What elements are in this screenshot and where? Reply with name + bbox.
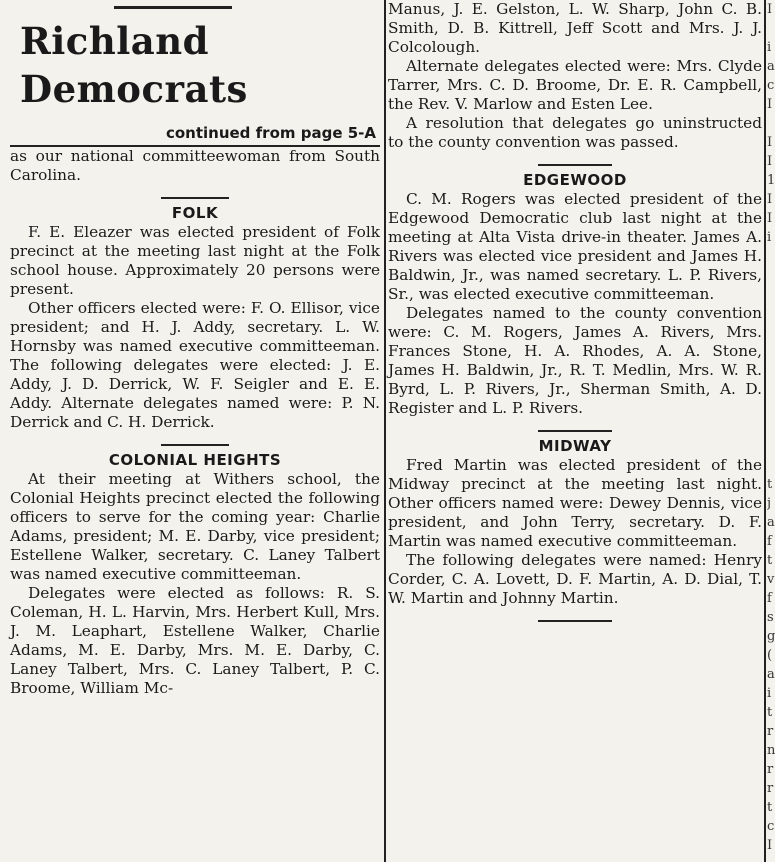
adjacent-column-letter: g: [767, 629, 775, 644]
headline: [20, 17, 380, 113]
adjacent-column-letter: [767, 399, 775, 418]
adjacent-column-letter: [767, 323, 775, 342]
middle-column: [388, 0, 762, 626]
adjacent-column-letter: n: [767, 743, 775, 758]
adjacent-column-letter: r: [767, 762, 774, 777]
adjacent-column-letter: f: [767, 534, 772, 549]
column-divider: [384, 0, 386, 862]
adjacent-column-letter: [767, 380, 775, 399]
adjacent-column-letter: v: [767, 572, 775, 587]
colonial-heights-paragraph-2: Delegates were elected as follows: R. S. Coleman, H. L. Harvin, Mrs. Herbert Kull, Mrs. J. M. Leaphart, Estellene Walker, Charlie Adams, M. E. Darby, Mrs. M. E. Darby, C. Laney Talbert, Mrs. C. Laney Talbert, P. C. Broome, William Mc-: [10, 584, 380, 697]
section-divider: [538, 430, 612, 432]
edgewood-paragraph-2: Delegates named to the county convention were: C. M. Rogers, James A. Rivers, Mrs. Frances Stone, H. A. Rhodes, A. A. Stone, James H. Baldwin, Jr., R. T. Medlin, Mrs. W. R. Byrd, L. P. Rivers, Jr., Sherman Smith, A. D. Register and L. P. Rivers.: [388, 304, 762, 417]
adjacent-column-letter: t: [767, 800, 773, 815]
adjacent-column-letter: I: [767, 154, 773, 169]
adjacent-column-letter: I: [767, 192, 773, 207]
adjacent-column-letter: [767, 114, 775, 133]
adjacent-column-letter: r: [767, 781, 774, 796]
adjacent-column-letter: [767, 19, 775, 38]
top-rule: [114, 6, 232, 9]
adjacent-column-letter: I: [767, 838, 773, 853]
adjacent-column-letter: f: [767, 591, 772, 606]
adjacent-column-letter: I: [767, 135, 773, 150]
adjacent-column-letter: t: [767, 705, 773, 720]
continued-note: continued from page 5-A: [165, 124, 376, 142]
adjacent-column-letter: i: [767, 230, 772, 245]
adjacent-column-letter: [767, 361, 775, 380]
adjacent-column-letter: [767, 437, 775, 456]
adjacent-column-letter: [767, 342, 775, 361]
section-divider: [538, 620, 612, 622]
adjacent-column-letter: I: [767, 2, 773, 17]
adjacent-column-letter: t: [767, 553, 773, 568]
section-title-colonial-heights: COLONIAL HEIGHTS: [108, 451, 282, 469]
adjacent-column-letter: i: [767, 686, 772, 701]
adjacent-column-fragment: [767, 0, 775, 862]
adjacent-column-letter: c: [767, 819, 775, 834]
adjacent-column-letter: a: [767, 515, 775, 530]
adjacent-column-letter: j: [767, 496, 772, 511]
adjacent-column-letter: [767, 285, 775, 304]
adjacent-column-letter: [767, 304, 775, 323]
colonial-heights-paragraph-2-continued: Manus, J. E. Gelston, L. W. Sharp, John C. B. Smith, D. B. Kittrell, Jeff Scott and Mrs. J. J. Colcolough.: [388, 0, 762, 56]
intro-paragraph: as our national committeewoman from South Carolina.: [10, 147, 380, 184]
adjacent-column-letter: I: [767, 97, 773, 112]
folk-paragraph-1: F. E. Eleazer was elected president of Folk precinct at the meeting last night at the Folk school house. Approximately 20 persons were present.: [10, 223, 380, 298]
colonial-heights-paragraph-3: Alternate delegates elected were: Mrs. Clyde Tarrer, Mrs. C. D. Broome, Dr. E. R. Campbell, the Rev. V. Marlow and Esten Lee.: [388, 57, 762, 113]
column-divider: [764, 0, 766, 862]
adjacent-column-letter: i: [767, 40, 772, 55]
section-divider: [161, 444, 229, 446]
headline-line-1: Richland: [20, 19, 210, 63]
edgewood-paragraph-1: C. M. Rogers was elected president of the Edgewood Democratic club last night at the meeting at Alta Vista drive-in theater. James A. Rivers was elected vice president and James H. Baldwin, Jr., was named secretary. L. P. Rivers, Sr., was elected executive committeeman.: [388, 190, 762, 303]
section-title-folk: FOLK: [171, 204, 219, 222]
adjacent-column-letter: [767, 418, 775, 437]
adjacent-column-letter: s: [767, 610, 774, 625]
headline-line-2: Democrats: [20, 67, 248, 111]
adjacent-column-letter: a: [767, 59, 775, 74]
midway-paragraph-1: Fred Martin was elected president of the Midway precinct at the meeting last night. Other officers named were: Dewey Dennis, vice president, and John Terry, secretary. D. F. Martin was named executive committeeman.: [388, 456, 762, 550]
adjacent-column-letter: [767, 456, 775, 475]
midway-paragraph-2: The following delegates were named: Henry Corder, C. A. Lovett, D. F. Martin, A. D. Dial, T. W. Martin and Johnny Martin.: [388, 551, 762, 607]
adjacent-column-letter: a: [767, 667, 775, 682]
adjacent-column-letter: c: [767, 78, 775, 93]
colonial-heights-paragraph-1: At their meeting at Withers school, the Colonial Heights precinct elected the following officers to serve for the coming year: Charlie Adams, president; M. E. Darby, vice president; Estellene Walker, secretary. C. Laney Talbert was named executive committeeman.: [10, 470, 380, 583]
section-title-edgewood: EDGEWOOD: [523, 171, 627, 189]
adjacent-column-letter: I: [767, 211, 773, 226]
adjacent-column-letter: [767, 247, 775, 266]
section-divider: [538, 164, 612, 166]
adjacent-column-letter: 1: [767, 173, 775, 188]
adjacent-column-letter: t: [767, 477, 773, 492]
adjacent-column-letter: r: [767, 724, 774, 739]
adjacent-column-letter: [767, 266, 775, 285]
section-title-midway: MIDWAY: [538, 437, 612, 455]
colonial-heights-paragraph-4: A resolution that delegates go uninstructed to the county convention was passed.: [388, 114, 762, 151]
left-column: [10, 0, 380, 698]
adjacent-column-letter: (: [767, 648, 773, 663]
folk-paragraph-2: Other officers elected were: F. O. Ellisor, vice president; and H. J. Addy, secretary. L. W. Hornsby was named executive committeeman. The following delegates were elected: J. E. Addy, J. D. Derrick, W. F. Seigler and E. E. Addy. Alternate delegates named were: P. N. Derrick and C. H. Derrick.: [10, 299, 380, 431]
section-divider: [161, 197, 229, 199]
